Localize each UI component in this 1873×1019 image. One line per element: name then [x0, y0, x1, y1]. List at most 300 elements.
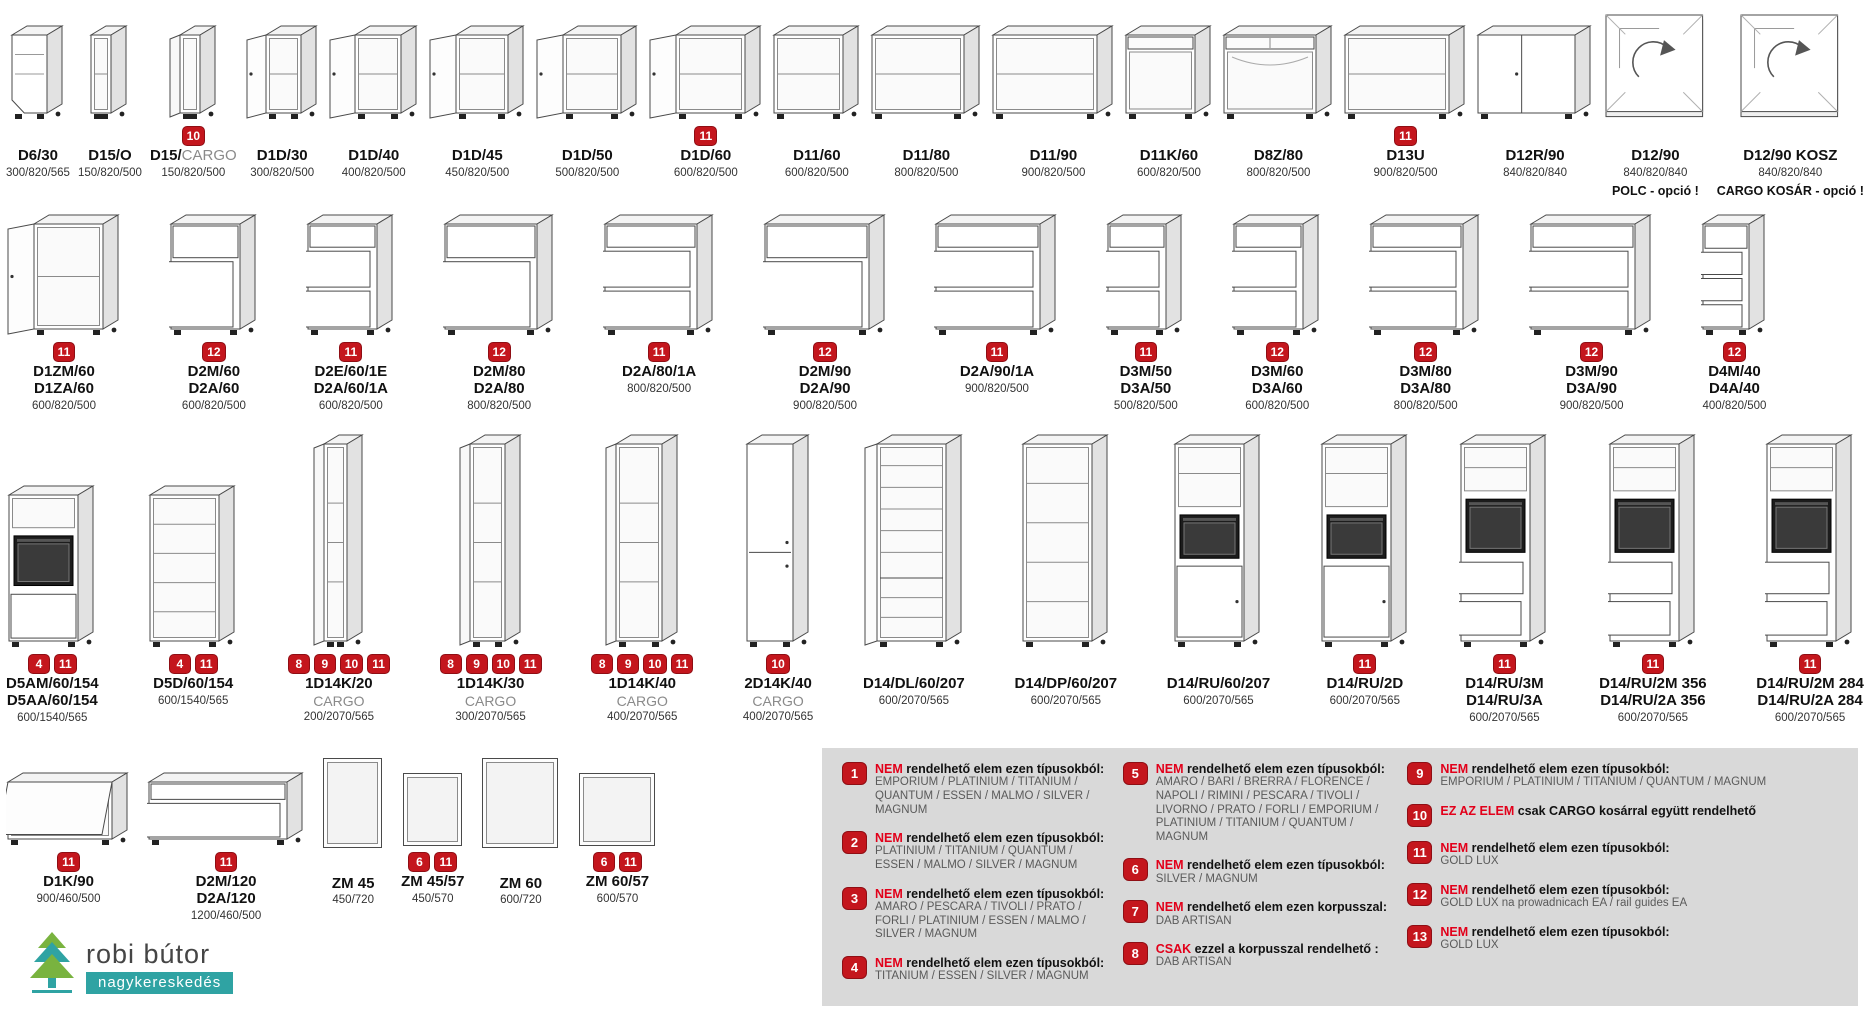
cabinet-drawing [401, 756, 465, 849]
legend-list: GOLD LUX na prowadnicach EA / rail guides EA [1440, 897, 1688, 910]
cabinet-drawing [1106, 198, 1185, 339]
cabinet-drawing [328, 6, 420, 123]
model-dimensions: 600/820/500 [32, 399, 96, 412]
cabinet-drawing [603, 198, 716, 339]
model-name: D14/RU/2M 284 [1756, 675, 1864, 692]
cabinet-item [1599, 430, 1707, 752]
model-name: D3A/60 [1251, 379, 1303, 397]
legend-heading: NEM rendelhető elem ezen típusokból: [875, 762, 1105, 776]
cabinet-label [1717, 148, 1864, 196]
model-dimensions: 500/820/500 [555, 166, 620, 179]
type-badge: 12 [1723, 342, 1746, 362]
legend-item [1407, 883, 1842, 911]
type-badges [648, 342, 671, 362]
cabinet-label [622, 364, 696, 426]
type-badges [1353, 654, 1376, 674]
cabinet-drawing [10, 6, 66, 123]
cabinet-label [960, 364, 1034, 426]
cabinet-drawing [991, 6, 1116, 123]
cabinet-label [332, 876, 375, 936]
type-badge: 11 [1394, 126, 1417, 146]
type-badge: 11 [671, 654, 694, 674]
legend-list: DAB ARTISAN [1155, 956, 1232, 969]
cabinet-label [314, 364, 388, 426]
cabinet-label [250, 148, 314, 196]
cabinet-drawing [480, 756, 561, 851]
model-name: 2D14K/40 [744, 675, 812, 692]
legend-heading: NEM rendelhető elem ezen típusokból: [1440, 840, 1670, 855]
cabinet-row-low [6, 756, 658, 936]
legend-list: SILVER / MAGNUM [1155, 872, 1258, 885]
legend-heading: NEM rendelhető elem ezen típusokból: [1155, 858, 1385, 873]
cabinet-drawing [6, 198, 122, 339]
cabinet-label [743, 676, 813, 752]
legend-heading: NEM rendelhető elem ezen típusokból: [1440, 882, 1670, 897]
type-badges [593, 852, 642, 872]
legend-text [1440, 883, 1687, 911]
type-badge: 10 [182, 126, 205, 146]
cabinet-label [500, 876, 543, 936]
cabinet-label [1756, 676, 1864, 752]
cabinet-item [1124, 6, 1214, 196]
legend-text [1156, 762, 1392, 844]
model-name: 1D14K/20 [305, 675, 373, 692]
legend-item [842, 956, 1107, 984]
type-badge: 11 [215, 852, 238, 872]
cabinet-drawing [1459, 430, 1549, 651]
model-dimensions: 450/720 [332, 894, 374, 907]
model-dimensions: 600/1540/565 [17, 711, 88, 724]
model-dimensions: 600/820/500 [1245, 399, 1310, 412]
cabinet-drawing [1173, 430, 1263, 651]
type-badge: 11 [1353, 654, 1376, 674]
cabinet-drawing [1602, 6, 1709, 123]
model-name: D13U [1386, 147, 1425, 164]
cabinet-item [1232, 198, 1322, 426]
model-name: D5AM/60/154 [6, 675, 99, 692]
legend-list: TITANIUM / ESSEN / SILVER / MAGNUM [875, 970, 1089, 982]
model-name: D2M/120 [195, 873, 257, 890]
cabinet-label [1167, 676, 1270, 752]
cabinet-item [743, 430, 813, 752]
legend-item [1407, 925, 1842, 953]
cabinet-label [1247, 148, 1311, 196]
legend-list: EMPORIUM / PLATINIUM / TITANIUM / QUANTUM / ESSEN / MALMO / SILVER / MAGNUM [875, 776, 1090, 816]
type-badge: 6 [408, 852, 430, 872]
logo-title: robi bútor [86, 939, 211, 969]
cabinet-drawing [169, 198, 259, 339]
type-badge: 9 [314, 654, 336, 674]
model-dimensions: 600/2070/565 [1469, 711, 1540, 724]
model-dimensions: 600/2070/565 [1183, 694, 1254, 707]
cabinet-label [467, 364, 531, 426]
type-badge: 11 [1493, 654, 1516, 674]
model-name: D11/80 [902, 147, 951, 164]
type-badges [813, 342, 836, 362]
cabinet-label [304, 676, 374, 752]
type-badge: 11 [1135, 342, 1158, 362]
model-name: D2A/120 [196, 889, 256, 907]
model-name: D2A/60/1A [313, 379, 388, 397]
model-name: D14/DP/60/207 [1014, 675, 1118, 692]
model-dimensions: 600/2070/565 [1617, 711, 1689, 724]
cabinet-drawing [1529, 198, 1654, 339]
model-dimensions: 300/820/565 [6, 166, 70, 179]
cabinet-item [1320, 430, 1410, 752]
cabinet-label [785, 148, 849, 196]
model-name: D8Z/80 [1253, 147, 1304, 164]
cabinet-label [342, 148, 406, 196]
legend-item [1123, 762, 1392, 844]
cabinet-item [763, 198, 888, 426]
cabinet-row-drawers [6, 198, 1768, 426]
model-dimensions: 840/820/840 [1758, 166, 1823, 179]
model-dimensions: 400/820/500 [341, 166, 406, 179]
cabinet-drawing [745, 430, 812, 651]
legend-number-badge: 7 [1123, 900, 1148, 923]
model-name: D3M/80 [1399, 363, 1452, 380]
type-badge: 10 [643, 654, 666, 674]
tree-icon [26, 930, 78, 994]
cabinet-label [1114, 364, 1178, 426]
model-dimensions: 300/2070/565 [455, 711, 526, 724]
legend-item [842, 762, 1107, 817]
model-name: D2A/90/1A [959, 363, 1035, 380]
legend-heading: EZ AZ ELEM csak CARGO kosárral együtt rendelhető [1440, 803, 1756, 818]
cabinet-label [1326, 676, 1403, 752]
type-badges [1799, 654, 1822, 674]
cabinet-item [1756, 430, 1864, 752]
cabinet-item [6, 430, 99, 752]
cabinet-item [245, 6, 320, 196]
model-note: CARGO KOSÁR - opció ! [1716, 183, 1864, 198]
legend-text [1440, 925, 1669, 953]
cabinet-item [440, 430, 542, 752]
type-badges [1414, 342, 1437, 362]
model-name: D1D/60 [680, 147, 732, 164]
model-dimensions: 800/820/500 [894, 166, 959, 179]
cabinet-label [894, 148, 958, 196]
cabinet-item [591, 430, 693, 752]
type-badge: 11 [1642, 654, 1665, 674]
cabinet-drawing [870, 6, 983, 123]
legend-item [842, 831, 1107, 873]
model-subname: CARGO [752, 692, 804, 709]
model-dimensions: 600/570 [596, 892, 639, 905]
model-dimensions: 600/820/500 [1136, 166, 1201, 179]
legend-number-badge: 5 [1123, 762, 1148, 785]
cabinet-drawing [1343, 6, 1468, 123]
model-name: D1ZM/60 [33, 363, 95, 380]
model-dimensions: 150/820/500 [77, 166, 142, 179]
model-name: D11K/60 [1139, 147, 1199, 164]
legend-number-badge: 12 [1407, 883, 1432, 906]
cabinet-drawing [428, 6, 527, 123]
cabinet-drawing [1320, 430, 1410, 651]
model-name: D4M/40 [1708, 363, 1761, 380]
cabinet-label [1612, 148, 1699, 196]
legend-item [1123, 900, 1392, 928]
model-name: D14/RU/3M [1465, 675, 1544, 692]
cabinet-drawing [7, 430, 97, 651]
model-name: D15/O [88, 147, 132, 164]
cabinet-item [991, 6, 1116, 196]
type-badge: 9 [466, 654, 488, 674]
legend-number-badge: 10 [1407, 804, 1432, 827]
model-name: D14/RU/2A 356 [1600, 691, 1706, 709]
type-badges [1642, 654, 1665, 674]
type-badge: 10 [492, 654, 515, 674]
legend-text [875, 762, 1107, 817]
model-dimensions: 450/570 [411, 892, 454, 905]
cabinet-drawing [1222, 6, 1335, 123]
model-dimensions: 900/820/500 [964, 382, 1029, 395]
legend-list: AMARO / PESCARA / TIVOLI / PRATO / FORLI / PLATINIUM / ESSEN / MALMO / SILVER / MAGNUM [875, 900, 1086, 941]
cabinet-label [1465, 676, 1543, 752]
model-name: D2A/90 [799, 379, 851, 397]
type-badge: 10 [766, 654, 789, 674]
type-badges [53, 342, 76, 362]
cabinet-item [150, 6, 237, 196]
model-name: D1ZA/60 [33, 379, 94, 397]
cabinet-item [603, 198, 716, 426]
cabinet-drawing [604, 430, 681, 651]
cabinet-drawing [168, 6, 219, 123]
model-dimensions: 600/2070/565 [1774, 711, 1846, 724]
legend-column [1407, 762, 1842, 996]
type-badge: 11 [1799, 654, 1822, 674]
cabinet-label [793, 364, 857, 426]
cabinet-drawing [458, 430, 524, 651]
type-badge: 11 [986, 342, 1009, 362]
model-dimensions: 600/820/500 [784, 166, 849, 179]
model-name: D12R/90 [1505, 147, 1565, 164]
legend-number-badge: 8 [1123, 942, 1148, 965]
type-badge: 11 [434, 852, 457, 872]
model-name: D14/RU/2A 284 [1757, 691, 1863, 709]
legend-text [875, 956, 1104, 984]
cabinet-label [607, 676, 677, 752]
type-badges [986, 342, 1009, 362]
cabinet-label [6, 676, 99, 752]
cabinet-label [674, 148, 738, 196]
cabinet-drawing [1124, 6, 1214, 123]
cabinet-item [428, 6, 527, 196]
cabinet-drawing [577, 756, 658, 849]
model-subname: CARGO [464, 692, 517, 709]
model-name: D2A/80 [473, 379, 525, 397]
cabinet-label [1374, 148, 1438, 196]
cabinet-item [1369, 198, 1482, 426]
cabinet-item [1343, 6, 1468, 196]
type-badge: 12 [1266, 342, 1289, 362]
model-dimensions: 900/820/500 [1373, 166, 1438, 179]
model-name: D5D/60/154 [153, 675, 234, 692]
cabinet-drawing [535, 6, 640, 123]
model-name: D2A/80/1A [622, 363, 697, 380]
cabinet-label [1021, 148, 1085, 196]
model-name: 1D14K/30 [456, 675, 525, 692]
type-badge: 11 [195, 654, 218, 674]
model-name: D12/90 [1631, 147, 1680, 164]
cabinet-label [1560, 364, 1624, 426]
cabinet-drawing [312, 430, 366, 651]
model-subname: CARGO [313, 692, 365, 709]
model-name: D4A/40 [1709, 379, 1760, 397]
type-badges [408, 852, 457, 872]
legend-text [1440, 841, 1669, 869]
model-name: D3M/60 [1250, 363, 1304, 380]
cabinet-item [648, 6, 764, 196]
legend-heading: NEM rendelhető elem ezen korpusszal: [1155, 900, 1388, 915]
model-name: D3A/80 [1400, 379, 1452, 397]
model-name: D3A/90 [1566, 379, 1617, 397]
model-name: D5AA/60/154 [6, 691, 98, 709]
type-badge: 11 [519, 654, 542, 674]
legend-heading: NEM rendelhető elem ezen típusokból: [1440, 762, 1670, 776]
model-name: D12/90 KOSZ [1743, 147, 1838, 164]
legend-text [1156, 942, 1379, 970]
cabinet-item [328, 6, 420, 196]
type-badge: 10 [340, 654, 363, 674]
legend-list: EMPORIUM / PLATINIUM / TITANIUM / QUANTUM / MAGNUM [1440, 776, 1767, 789]
cabinet-item [1222, 6, 1335, 196]
cabinet-item [401, 756, 465, 936]
cabinet-label [1503, 148, 1567, 196]
cabinet-drawing [1369, 198, 1482, 339]
cabinet-drawing [763, 198, 888, 339]
legend-list: GOLD LUX [1440, 855, 1499, 868]
legend-text [1440, 804, 1756, 818]
type-badge: 11 [367, 654, 390, 674]
model-name: D15/CARGO [149, 147, 237, 164]
model-name: D14/RU/60/207 [1166, 675, 1271, 692]
model-name: D1D/50 [561, 147, 613, 164]
legend-number-badge: 3 [842, 887, 867, 910]
model-dimensions: 400/2070/565 [742, 711, 814, 724]
type-badges [440, 654, 542, 674]
cabinet-drawing [1232, 198, 1322, 339]
legend-item [1123, 942, 1392, 970]
legend-box [822, 748, 1858, 1006]
legend-heading: NEM rendelhető elem ezen típusokból: [1155, 762, 1385, 776]
cabinet-item [480, 756, 561, 936]
cabinet-label [78, 148, 142, 196]
cabinet-item [1459, 430, 1549, 752]
model-subname: CARGO [616, 692, 668, 709]
model-name: D1K/90 [43, 873, 94, 890]
cabinet-drawing [147, 756, 306, 849]
type-badge: 6 [593, 852, 615, 872]
model-name: D11/90 [1029, 147, 1078, 164]
type-badges [28, 654, 77, 674]
model-name: ZM 45/57 [401, 873, 465, 890]
legend-list: AMARO / BARI / BRERRA / FLORENCE / NAPOLI / RIMINI / PESCARA / TIVOLI / LIVORNO / PRATO / FORLI / EMPORIUM / PLATINIUM / TITANIUM / QUANTUM / MAGNUM [1155, 776, 1379, 843]
legend-number-badge: 11 [1407, 841, 1432, 864]
cabinet-item [772, 6, 862, 196]
type-badges [488, 342, 511, 362]
cabinet-row-tall [6, 430, 1864, 752]
cabinet-drawing [1701, 198, 1768, 339]
legend-text [1156, 858, 1385, 886]
cabinet-label [863, 676, 965, 752]
legend-number-badge: 6 [1123, 858, 1148, 881]
company-logo [26, 930, 233, 994]
model-name: D1D/40 [348, 147, 400, 164]
legend-list: PLATINIUM / TITANIUM / QUANTUM / ESSEN / MALMO / SILVER / MAGNUM [875, 845, 1078, 871]
cabinet-label [445, 148, 509, 196]
model-dimensions: 900/460/500 [36, 892, 101, 905]
model-dimensions: 600/2070/565 [878, 694, 950, 707]
legend-number-badge: 2 [842, 831, 867, 854]
type-badges [202, 342, 225, 362]
model-dimensions: 600/820/500 [318, 399, 383, 412]
cabinet-item [306, 198, 396, 426]
type-badge: 4 [169, 654, 191, 674]
type-badges [1493, 654, 1516, 674]
cabinet-row-base [6, 6, 1864, 196]
type-badges [57, 852, 80, 872]
type-badge: 12 [1580, 342, 1603, 362]
cabinet-label [150, 148, 237, 196]
model-dimensions: 900/820/500 [1559, 399, 1624, 412]
model-dimensions: 400/2070/565 [607, 711, 678, 724]
model-dimensions: 600/820/500 [673, 166, 738, 179]
cabinet-label [401, 874, 464, 936]
type-badge: 9 [617, 654, 639, 674]
type-badge: 11 [57, 852, 80, 872]
cabinet-drawing [1476, 6, 1594, 123]
model-name: D14/RU/2D [1326, 675, 1404, 692]
model-dimensions: 500/820/500 [1113, 399, 1178, 412]
model-name: D1D/45 [451, 147, 503, 164]
legend-list: GOLD LUX [1440, 939, 1499, 952]
cabinet-item [870, 6, 983, 196]
cabinet-item [1717, 6, 1864, 196]
model-name: D3M/90 [1565, 363, 1618, 380]
legend-number-badge: 9 [1407, 762, 1432, 785]
type-badge: 11 [648, 342, 671, 362]
type-badge: 4 [28, 654, 50, 674]
logo-subtitle: nagykereskedés [86, 972, 233, 994]
legend-column [1123, 762, 1392, 996]
cabinet-drawing [772, 6, 862, 123]
model-note: POLC - opció ! [1611, 183, 1699, 198]
model-dimensions: 600/820/500 [181, 399, 246, 412]
cabinet-item [6, 198, 122, 426]
model-name: D6/30 [17, 147, 58, 164]
cabinet-item [321, 756, 385, 936]
legend-item [1407, 762, 1842, 790]
type-badge: 8 [288, 654, 310, 674]
type-badge: 12 [1414, 342, 1437, 362]
type-badge: 8 [591, 654, 613, 674]
model-dimensions: 840/820/840 [1503, 166, 1568, 179]
legend-number-badge: 1 [842, 762, 867, 785]
legend-heading: NEM rendelhető elem ezen típusokból: [875, 955, 1105, 970]
type-badges [591, 654, 693, 674]
model-dimensions: 600/2070/565 [1030, 694, 1102, 707]
type-badges [766, 654, 789, 674]
legend-list: DAB ARTISAN [1155, 914, 1232, 927]
model-dimensions: 150/820/500 [161, 166, 226, 179]
model-dimensions: 600/1540/565 [158, 694, 229, 707]
model-dimensions: 800/820/500 [1246, 166, 1311, 179]
type-badge: 11 [53, 342, 76, 362]
cabinet-label [37, 874, 101, 936]
legend-item [1407, 804, 1842, 827]
cabinet-drawing [1737, 6, 1844, 123]
